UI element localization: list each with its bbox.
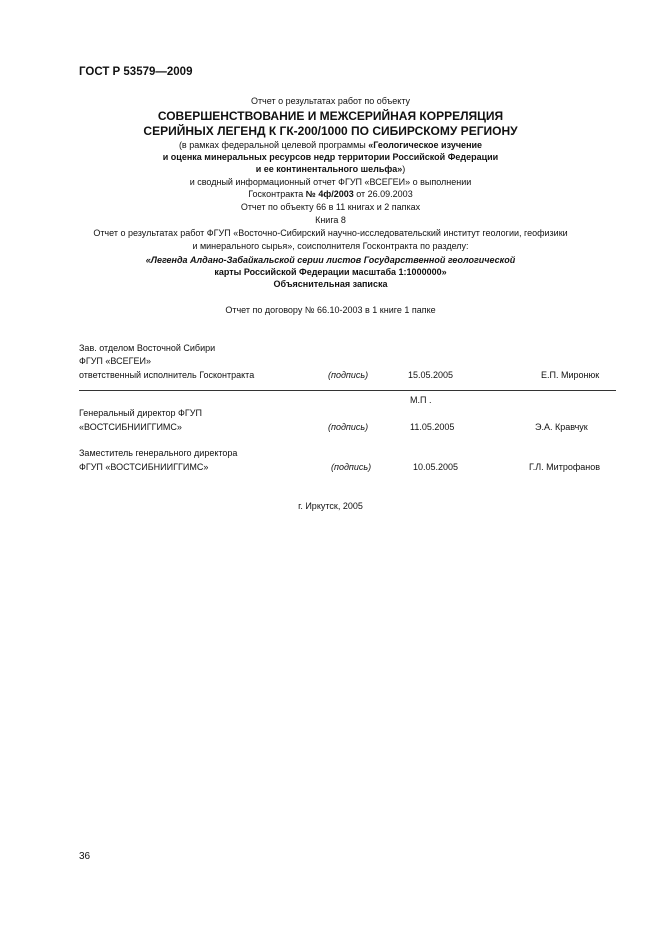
program-name1: «Геологическое изучение: [368, 140, 483, 150]
subreport-line1: Отчет о результатах работ ФГУП «Восточно-Сибирский научно-исследовательский институт геологии, геофизики: [93, 228, 568, 238]
sig1-line2: ФГУП «ВСЕГЕИ»: [79, 356, 151, 366]
sig1-date: 15.05.2005: [408, 370, 454, 380]
sig2-name: Э.А. Кравчук: [535, 422, 588, 432]
sig2-line2: «ВОСТСИБНИИГГИМС»: [79, 422, 182, 432]
program-suffix: ): [402, 164, 406, 174]
subreport-line2: и минерального сырья», соисполнителя Госконтракта по разделу:: [192, 241, 469, 251]
legend-line2: карты Российской Федерации масштаба 1:1000000»: [214, 267, 447, 277]
contract-number: № 4ф/2003: [305, 189, 354, 199]
program-line2: [0, 152, 661, 163]
sig1-signature: (подпись): [328, 370, 369, 380]
legend-line1: «Легенда Алдано-Забайкальской серии листов Государственной геологической: [145, 255, 516, 265]
sig3-signature: (подпись): [331, 462, 372, 472]
page-number: 36: [79, 851, 91, 862]
signature-divider: [79, 390, 616, 391]
sig3-line2: ФГУП «ВОСТСИБНИИГГИМС»: [79, 462, 209, 472]
sig3-line1: Заместитель генерального директора: [79, 448, 238, 458]
contract-line: [0, 189, 661, 200]
sig1-name: Е.П. Миронюк: [541, 370, 600, 380]
sig2-line1: Генеральный директор ФГУП: [79, 408, 202, 418]
report-intro: Отчет о результатах работ по объекту: [250, 96, 411, 106]
report-title-line1: СОВЕРШЕНСТВОВАНИЕ И МЕЖСЕРИЙНАЯ КОРРЕЛЯЦИЯ: [157, 109, 504, 123]
report-title-line2: СЕРИЙНЫХ ЛЕГЕНД К ГК-200/1000 ПО СИБИРСКОМУ РЕГИОНУ: [143, 124, 518, 138]
book-line: Книга 8: [315, 215, 346, 225]
sig1-line1: Зав. отделом Восточной Сибири: [79, 343, 216, 353]
volume-line: Отчет по объекту 66 в 11 книгах и 2 папках: [240, 202, 421, 212]
program-name2: и оценка минеральных ресурсов недр территории Российской Федерации: [162, 152, 499, 162]
agreement-line: Отчет по договору № 66.10-2003 в 1 книге 1 папке: [225, 305, 436, 315]
sig2-date: 11.05.2005: [410, 422, 455, 432]
program-name3: и ее континентального шельфа»: [255, 164, 403, 174]
contract-suffix: от 26.09.2003: [353, 189, 413, 199]
summary-line: и сводный информационный отчет ФГУП «ВСЕГЕИ» о выполнении: [189, 177, 472, 187]
program-prefix: (в рамках федеральной целевой программы: [178, 140, 369, 150]
program-line1: [0, 140, 661, 151]
sig3-name: Г.Л. Митрофанов: [529, 462, 601, 472]
stamp-mark: М.П .: [410, 395, 432, 405]
sig3-date: 10.05.2005: [413, 462, 459, 472]
contract-prefix: Госконтракта: [248, 189, 306, 199]
program-line3: [0, 164, 661, 175]
place-year: г. Иркутск, 2005: [298, 501, 363, 511]
sig1-line3: ответственный исполнитель Госконтракта: [79, 370, 255, 380]
sig2-signature: (подпись): [328, 422, 369, 432]
note-line: Объяснительная записка: [273, 279, 388, 289]
standard-header: ГОСТ Р 53579—2009: [79, 66, 193, 78]
